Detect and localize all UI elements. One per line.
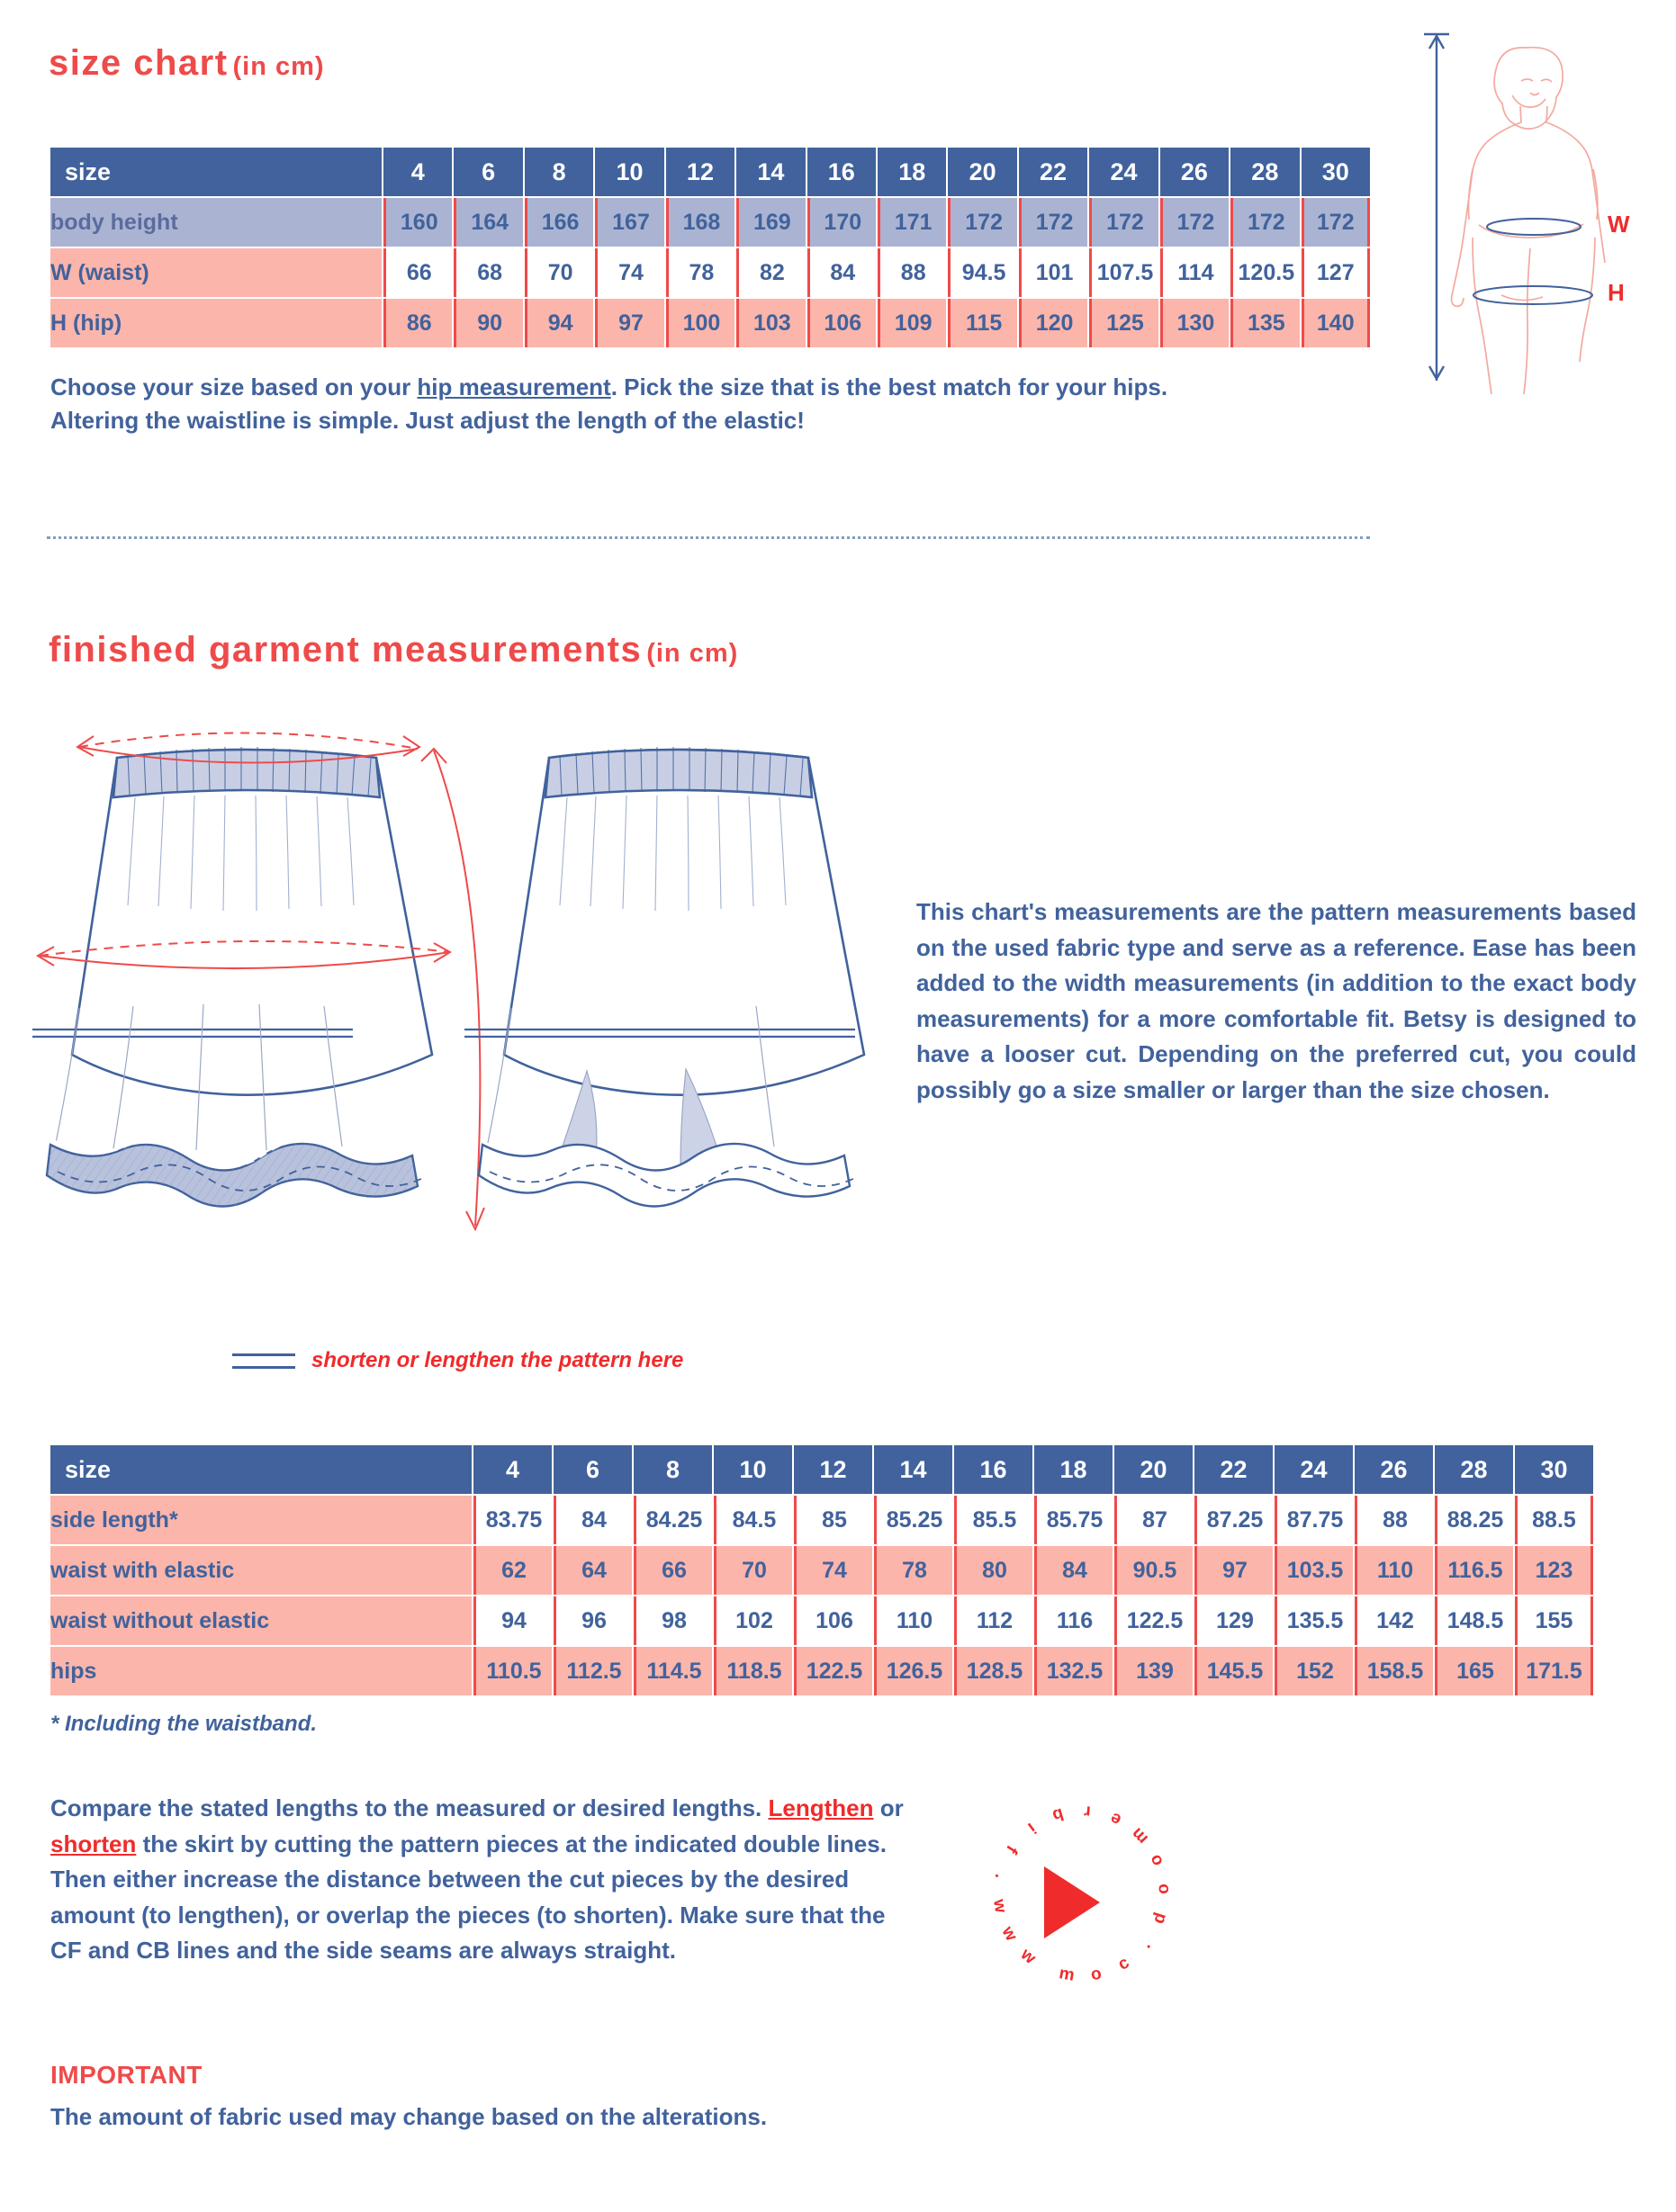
cell-8: 94 (525, 299, 593, 347)
column-header-size-28: 28 (1435, 1445, 1513, 1494)
cell-10: 118.5 (714, 1647, 792, 1695)
cell-4: 94 (473, 1596, 552, 1645)
column-header-size-22: 22 (1019, 148, 1087, 196)
cell-8: 66 (634, 1546, 712, 1595)
cell-16: 106 (807, 299, 876, 347)
cell-14: 110 (874, 1596, 952, 1645)
important-text: The amount of fabric used may change based on the alterations. (50, 2103, 768, 2130)
cell-24: 172 (1089, 198, 1158, 247)
column-header-size-10: 10 (595, 148, 663, 196)
paragraph-part-b: . Pick the size that is the best match for your hips. (610, 373, 1168, 400)
shorten-link[interactable]: shorten (50, 1830, 137, 1857)
cell-22: 129 (1194, 1596, 1273, 1645)
logo-char: c (1114, 1953, 1133, 1974)
column-header-size-16: 16 (807, 148, 876, 196)
cell-4: 86 (383, 299, 452, 347)
female-body-diagram-svg (1393, 25, 1663, 394)
logo-char: f (1002, 1841, 1022, 1857)
cell-30: 88.5 (1515, 1496, 1593, 1544)
row-label: body height (50, 198, 382, 247)
cell-6: 112.5 (554, 1647, 632, 1695)
hip-measure-line (1473, 286, 1592, 304)
size-chart-heading-unit: (in cm) (232, 52, 325, 81)
column-header-size-6: 6 (454, 148, 522, 196)
cell-28: 172 (1230, 198, 1299, 247)
table-header-row (50, 1445, 1593, 1494)
column-header-size-12: 12 (794, 1445, 872, 1494)
table-header-row (50, 148, 1370, 196)
cell-24: 152 (1275, 1647, 1353, 1695)
cell-10: 167 (595, 198, 663, 247)
row-label: waist without elastic (50, 1596, 472, 1645)
column-header-size-20: 20 (948, 148, 1016, 196)
cell-18: 132.5 (1034, 1647, 1113, 1695)
body-outline (1452, 48, 1605, 394)
instructions-between: or (873, 1794, 904, 1821)
cell-20: 87 (1114, 1496, 1193, 1544)
logo-char: i (1023, 1818, 1040, 1837)
column-header-size-8: 8 (525, 148, 593, 196)
important-label: IMPORTANT (50, 2061, 203, 2089)
column-header-size-12: 12 (666, 148, 734, 196)
table-row (50, 248, 1370, 297)
logo-char: w (1016, 1944, 1040, 1968)
cell-16: 128.5 (954, 1647, 1032, 1695)
cell-14: 169 (736, 198, 805, 247)
size-chart-heading-main: size chart (49, 43, 229, 83)
logo-char: w (989, 1897, 1011, 1914)
cell-6: 64 (554, 1546, 632, 1595)
double-line-icon (232, 1353, 295, 1369)
table-row (50, 1596, 1593, 1645)
cell-18: 116 (1034, 1596, 1113, 1645)
logo-char: o (1089, 1964, 1104, 1984)
cell-30: 172 (1302, 198, 1370, 247)
cell-26: 114 (1160, 248, 1229, 297)
cell-14: 126.5 (874, 1647, 952, 1695)
table-row (50, 1496, 1593, 1544)
cell-30: 155 (1515, 1596, 1593, 1645)
cell-8: 166 (525, 198, 593, 247)
garment-measurements-table-body (50, 1496, 1593, 1695)
row-label: W (waist) (50, 248, 382, 297)
row-label: waist with elastic (50, 1546, 472, 1595)
column-header-size-8: 8 (634, 1445, 712, 1494)
cell-10: 97 (595, 299, 663, 347)
column-header-size-18: 18 (1034, 1445, 1113, 1494)
cell-8: 84.25 (634, 1496, 712, 1544)
cell-30: 171.5 (1515, 1647, 1593, 1695)
cell-4: 66 (383, 248, 452, 297)
logo-char: o (1145, 1851, 1167, 1869)
cell-14: 82 (736, 248, 805, 297)
instructions-part-b: the skirt by cutting the pattern pieces at the indicated double lines. Then either increase the distance between the cut pieces by the desired amount (to lengthen), or overlap the pieces (to shorten). Make sure that the CF and CB lines and the side seams are always straight. (50, 1830, 887, 1965)
column-header-size-10: 10 (714, 1445, 792, 1494)
cell-14: 103 (736, 299, 805, 347)
size-chart-table-container (49, 146, 1372, 349)
garment-measurements-table-container (49, 1443, 1595, 1697)
column-header-size-22: 22 (1194, 1445, 1273, 1494)
cell-24: 125 (1089, 299, 1158, 347)
cell-22: 101 (1019, 248, 1087, 297)
cell-14: 78 (874, 1546, 952, 1595)
column-header-size-4: 4 (473, 1445, 552, 1494)
cell-12: 78 (666, 248, 734, 297)
logo-char: m (1127, 1823, 1152, 1848)
column-header-size-30: 30 (1302, 148, 1370, 196)
cell-22: 172 (1019, 198, 1087, 247)
column-header-size-30: 30 (1515, 1445, 1593, 1494)
cell-4: 160 (383, 198, 452, 247)
logo-char: e (1107, 1807, 1124, 1830)
cell-24: 107.5 (1089, 248, 1158, 297)
body-measurement-figure (1393, 25, 1663, 394)
garment-measurements-heading-main: finished garment measurements (49, 630, 643, 670)
instructions-part-a: Compare the stated lengths to the measured or desired lengths. (50, 1794, 769, 1821)
logo-char: b (1050, 1803, 1066, 1825)
cell-4: 83.75 (473, 1496, 552, 1544)
paragraph-line-2: Altering the waistline is simple. Just adjust the length of the elastic! (50, 406, 805, 434)
size-chart-table-body (50, 198, 1370, 347)
size-chart-heading (49, 43, 325, 84)
cell-10: 102 (714, 1596, 792, 1645)
size-chart-table (49, 146, 1372, 349)
logo-char: w (997, 1922, 1022, 1944)
cell-6: 96 (554, 1596, 632, 1645)
column-header-size-26: 26 (1160, 148, 1229, 196)
table-row (50, 198, 1370, 247)
legend-label: shorten or lengthen the pattern here (311, 1348, 684, 1372)
skirt-drawings-svg (27, 711, 909, 1332)
cell-24: 87.75 (1275, 1496, 1353, 1544)
alteration-instructions-paragraph (50, 1791, 915, 1969)
skirt-technical-drawings (27, 711, 909, 1332)
cell-18: 88 (878, 248, 946, 297)
cell-28: 148.5 (1435, 1596, 1513, 1645)
hip-measurement-link[interactable]: hip measurement (417, 373, 611, 400)
column-header-size-14: 14 (874, 1445, 952, 1494)
cell-28: 135 (1230, 299, 1299, 347)
cell-12: 168 (666, 198, 734, 247)
table-row (50, 299, 1370, 347)
height-arrow (1424, 34, 1449, 381)
column-header-size-24: 24 (1089, 148, 1158, 196)
cell-30: 140 (1302, 299, 1370, 347)
logo-char: r (1083, 1801, 1092, 1821)
cell-18: 109 (878, 299, 946, 347)
section-divider (47, 536, 1370, 541)
cell-18: 171 (878, 198, 946, 247)
lengthen-link[interactable]: Lengthen (768, 1794, 874, 1821)
garment-measurements-table (49, 1443, 1595, 1697)
column-header-size-26: 26 (1355, 1445, 1433, 1494)
cell-12: 106 (794, 1596, 872, 1645)
cell-20: 94.5 (948, 248, 1016, 297)
cell-4: 62 (473, 1546, 552, 1595)
cell-30: 127 (1302, 248, 1370, 297)
logo-char: . (1137, 1936, 1155, 1952)
cell-18: 85.75 (1034, 1496, 1113, 1544)
skirt-back-view (464, 747, 864, 1207)
cell-4: 110.5 (473, 1647, 552, 1695)
cell-20: 172 (948, 198, 1016, 247)
cell-16: 112 (954, 1596, 1032, 1645)
column-header-size-14: 14 (736, 148, 805, 196)
logo-char: . (990, 1871, 1011, 1881)
cell-22: 87.25 (1194, 1496, 1273, 1544)
cell-24: 135.5 (1275, 1596, 1353, 1645)
logo-char: m (1057, 1963, 1077, 1985)
cell-10: 84.5 (714, 1496, 792, 1544)
column-header-size: size (50, 148, 382, 196)
cell-28: 120.5 (1230, 248, 1299, 297)
cell-24: 103.5 (1275, 1546, 1353, 1595)
cell-10: 74 (595, 248, 663, 297)
play-triangle-icon (1044, 1866, 1100, 1938)
cell-28: 88.25 (1435, 1496, 1513, 1544)
cell-8: 114.5 (634, 1647, 712, 1695)
logo-char: o (1153, 1883, 1174, 1894)
cell-28: 116.5 (1435, 1546, 1513, 1595)
fibremood-logo[interactable] (978, 1796, 1185, 1990)
cell-30: 123 (1515, 1546, 1593, 1595)
waistband-footnote: * Including the waistband. (50, 1712, 318, 1736)
cell-6: 84 (554, 1496, 632, 1544)
garment-measurements-heading-unit: (in cm) (646, 639, 739, 668)
shorten-lengthen-legend (232, 1348, 683, 1373)
cell-22: 145.5 (1194, 1647, 1273, 1695)
cell-18: 84 (1034, 1546, 1113, 1595)
size-choice-paragraph (50, 371, 1383, 437)
column-header-size-4: 4 (383, 148, 452, 196)
cell-26: 142 (1355, 1596, 1433, 1645)
cell-12: 85 (794, 1496, 872, 1544)
table-row (50, 1647, 1593, 1695)
cell-20: 115 (948, 299, 1016, 347)
cell-6: 68 (454, 248, 522, 297)
table-row (50, 1546, 1593, 1595)
column-header-size-6: 6 (554, 1445, 632, 1494)
cell-6: 90 (454, 299, 522, 347)
cell-28: 165 (1435, 1647, 1513, 1695)
column-header-size-28: 28 (1230, 148, 1299, 196)
cell-16: 80 (954, 1546, 1032, 1595)
cell-12: 122.5 (794, 1647, 872, 1695)
cell-12: 74 (794, 1546, 872, 1595)
cell-10: 70 (714, 1546, 792, 1595)
cell-22: 97 (1194, 1546, 1273, 1595)
waist-label: W (1608, 211, 1630, 238)
column-header-size-24: 24 (1275, 1445, 1353, 1494)
column-header-size-20: 20 (1114, 1445, 1193, 1494)
garment-measurements-description: This chart's measurements are the pattern measurements based on the used fabric type and serve as a reference. Ease has been added to the width measurements (in addition to the exact body measurements) for a more comfortable fit. Betsy is designed to have a looser cut. Depending on the preferred cut, you could possibly go a size smaller or larger than the size chosen. (916, 898, 1636, 1103)
column-header-size-18: 18 (878, 148, 946, 196)
column-header-size: size (50, 1445, 472, 1494)
cell-26: 130 (1160, 299, 1229, 347)
cell-26: 88 (1355, 1496, 1433, 1544)
cell-26: 110 (1355, 1546, 1433, 1595)
paragraph-part-a: Choose your size based on your (50, 373, 418, 400)
column-header-size-16: 16 (954, 1445, 1032, 1494)
row-label: side length* (50, 1496, 472, 1544)
cell-16: 85.5 (954, 1496, 1032, 1544)
skirt-front-view (32, 733, 484, 1229)
cell-16: 170 (807, 198, 876, 247)
cell-22: 120 (1019, 299, 1087, 347)
waist-measure-line (1487, 219, 1581, 235)
cell-26: 158.5 (1355, 1647, 1433, 1695)
hip-label: H (1608, 279, 1625, 306)
cell-20: 122.5 (1114, 1596, 1193, 1645)
cell-20: 90.5 (1114, 1546, 1193, 1595)
cell-14: 85.25 (874, 1496, 952, 1544)
cell-12: 100 (666, 299, 734, 347)
cell-8: 98 (634, 1596, 712, 1645)
cell-26: 172 (1160, 198, 1229, 247)
cell-20: 139 (1114, 1647, 1193, 1695)
logo-char: d (1149, 1910, 1171, 1926)
cell-16: 84 (807, 248, 876, 297)
row-label: hips (50, 1647, 472, 1695)
garment-measurements-heading (49, 630, 738, 670)
cell-8: 70 (525, 248, 593, 297)
cell-6: 164 (454, 198, 522, 247)
row-label: H (hip) (50, 299, 382, 347)
